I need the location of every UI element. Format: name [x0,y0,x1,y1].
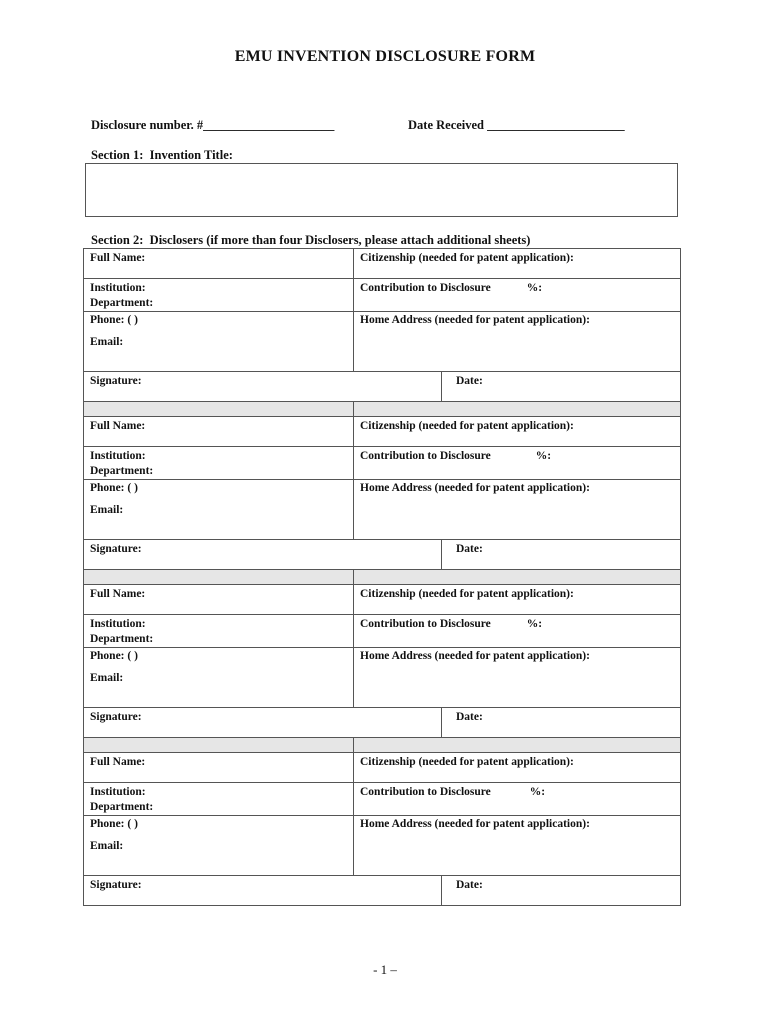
separator-cell [354,402,681,417]
invention-title-input[interactable] [85,163,678,217]
institution-label: Institution: [90,450,146,462]
discloser-4-institution-row [84,783,681,816]
signature-label: Signature: [90,711,142,723]
signature-field[interactable] [84,708,442,738]
separator-cell [354,738,681,753]
citizenship-field[interactable] [354,249,681,279]
email-label: Email: [90,672,124,684]
date-received-field[interactable]: Date Received ______________________ [408,118,625,132]
discloser-1-name-row [84,249,681,279]
discloser-3-name-row [84,585,681,615]
contribution-field[interactable] [354,783,681,816]
date-field[interactable] [442,372,681,402]
discloser-2-signature-row [84,540,681,570]
date-label: Date: [456,375,483,387]
full-name-label: Full Name: [90,252,146,264]
email-label: Email: [90,504,124,516]
signature-field[interactable] [84,876,442,906]
department-label: Department: [90,465,154,477]
discloser-1-contact-row [84,312,681,372]
contribution-field[interactable] [354,279,681,312]
citizenship-field[interactable] [354,753,681,783]
date-field[interactable] [442,540,681,570]
separator-cell [84,402,354,417]
department-label: Department: [90,801,154,813]
contribution-field[interactable] [354,447,681,480]
discloser-3-signature-row [84,708,681,738]
phone-label: Phone: ( ) [90,482,138,494]
citizenship-label: Citizenship (needed for patent application): [360,756,574,768]
institution-field[interactable] [84,783,354,816]
home-address-field[interactable] [354,480,681,540]
citizenship-label: Citizenship (needed for patent application): [360,252,574,264]
institution-field[interactable] [84,615,354,648]
contribution-label: Contribution to Disclosure [360,786,491,798]
discloser-2-institution-row [84,447,681,480]
full-name-label: Full Name: [90,756,146,768]
date-label: Date: [456,543,483,555]
phone-email-field[interactable] [84,648,354,708]
citizenship-label: Citizenship (needed for patent application): [360,588,574,600]
discloser-1-signature-row [84,372,681,402]
discloser-2-contact-row [84,480,681,540]
percent-label: %: [535,450,552,462]
home-address-label: Home Address (needed for patent application): [360,650,590,662]
full-name-field[interactable] [84,249,354,279]
phone-email-field[interactable] [84,480,354,540]
phone-label: Phone: ( ) [90,818,138,830]
discloser-3-contact-row [84,648,681,708]
home-address-label: Home Address (needed for patent application): [360,482,590,494]
page-number: - 1 – [373,962,397,977]
full-name-field[interactable] [84,585,354,615]
institution-field[interactable] [84,279,354,312]
section1-label: Section 1: Invention Title: [91,148,233,162]
discloser-2-name-row [84,417,681,447]
discloser-4-name-row [84,753,681,783]
signature-label: Signature: [90,879,142,891]
date-label: Date: [456,711,483,723]
signature-label: Signature: [90,375,142,387]
home-address-label: Home Address (needed for patent application): [360,818,590,830]
percent-label: %: [526,282,543,294]
separator-row [84,402,681,417]
percent-label: %: [529,786,546,798]
citizenship-field[interactable] [354,585,681,615]
home-address-field[interactable] [354,312,681,372]
institution-label: Institution: [90,786,146,798]
full-name-label: Full Name: [90,588,146,600]
phone-label: Phone: ( ) [90,650,138,662]
phone-email-field[interactable] [84,816,354,876]
home-address-field[interactable] [354,648,681,708]
date-label: Date: [456,879,483,891]
email-label: Email: [90,336,124,348]
department-label: Department: [90,297,154,309]
percent-label: %: [526,618,543,630]
contribution-field[interactable] [354,615,681,648]
date-field[interactable] [442,876,681,906]
contribution-label: Contribution to Disclosure [360,450,491,462]
home-address-field[interactable] [354,816,681,876]
full-name-label: Full Name: [90,420,146,432]
full-name-field[interactable] [84,753,354,783]
section2-label: Section 2: Disclosers (if more than four Disclosers, please attach additional sheets) [91,233,531,247]
institution-label: Institution: [90,282,146,294]
signature-label: Signature: [90,543,142,555]
discloser-4-signature-row [84,876,681,906]
contribution-label: Contribution to Disclosure [360,618,491,630]
disclosure-number-field[interactable]: Disclosure number. #_____________________ [91,118,335,132]
form-title: EMU INVENTION DISCLOSURE FORM [234,48,536,65]
citizenship-field[interactable] [354,417,681,447]
separator-cell [84,738,354,753]
discloser-1-institution-row [84,279,681,312]
signature-field[interactable] [84,540,442,570]
separator-cell [354,570,681,585]
department-label: Department: [90,633,154,645]
date-field[interactable] [442,708,681,738]
separator-row [84,570,681,585]
home-address-label: Home Address (needed for patent application): [360,314,590,326]
phone-label: Phone: ( ) [90,314,138,326]
institution-label: Institution: [90,618,146,630]
contribution-label: Contribution to Disclosure [360,282,491,294]
email-label: Email: [90,840,124,852]
disclosers-table [83,248,681,906]
signature-field[interactable] [84,372,442,402]
separator-cell [84,570,354,585]
discloser-4-contact-row [84,816,681,876]
institution-field[interactable] [84,447,354,480]
phone-email-field[interactable] [84,312,354,372]
separator-row [84,738,681,753]
discloser-3-institution-row [84,615,681,648]
full-name-field[interactable] [84,417,354,447]
citizenship-label: Citizenship (needed for patent application): [360,420,574,432]
